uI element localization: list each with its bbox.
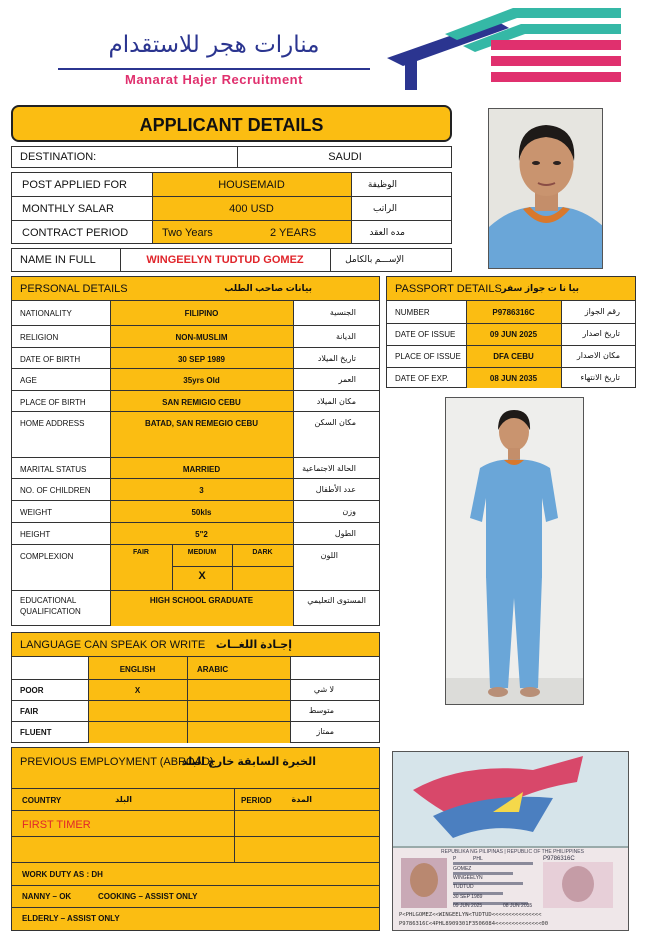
language-title-arabic: إجـادة اللغــات [215, 639, 292, 651]
job-table [11, 172, 452, 244]
passport-row-arabic: تاريخ اصدار [582, 329, 620, 338]
cooking-text: COOKING – ASSIST ONLY [98, 892, 198, 901]
passport-row-label: NUMBER [395, 308, 430, 317]
language-row-arabic: لا شي [313, 685, 334, 694]
passport-scan-number: P9786316C [543, 856, 575, 862]
passport-scan-given: WINGEELYN [453, 875, 483, 881]
personal-row-arabic: وزن [342, 507, 356, 516]
full-body-photo-icon [446, 398, 584, 705]
complexion-option-medium: MEDIUM [187, 549, 217, 556]
language-row-arabic: متوسط [308, 706, 334, 715]
passport-scan-image [392, 751, 629, 931]
passport-details-table [386, 276, 636, 388]
name-row [11, 248, 452, 272]
passport-scan-type: P [453, 856, 457, 862]
row-divider [12, 325, 379, 326]
passport-row-value: 09 JUN 2025 [489, 330, 538, 339]
personal-row-arabic: الحالة الاجتماعية [302, 464, 356, 473]
education-label-arabic: المستوى التعليمي [307, 596, 366, 605]
personal-row-arabic: العمر [338, 375, 356, 384]
personal-details-header [12, 277, 379, 301]
employment-table [11, 747, 380, 931]
language-header [12, 633, 379, 657]
personal-details-title-arabic: بيانات صاحب الطلب [224, 283, 312, 293]
personal-row-value: 50kls [191, 508, 212, 517]
employment-title-arabic: الخبرة السابقة خارج البلد [181, 756, 316, 768]
personal-row-value: FILIPINO [184, 309, 219, 318]
personal-row-value: 3 [199, 486, 204, 495]
page-title-box [11, 105, 452, 142]
elderly-text: ELDERLY – ASSIST ONLY [22, 914, 120, 923]
employment-title: PREVIOUS EMPLOYMENT (ABROAD) [20, 756, 214, 768]
name-label: NAME IN FULL [20, 254, 96, 266]
passport-row-label: DATE OF EXP. [395, 374, 449, 383]
passport-scan-middle: TUDTUD [453, 884, 474, 890]
complexion-option-fair: FAIR [133, 549, 149, 556]
post-value: HOUSEMAID [218, 179, 285, 191]
education-value: HIGH SCHOOL GRADUATE [149, 596, 254, 605]
passport-scan-exp: 08 JUN 2035 [503, 903, 533, 909]
education-label-line2: QUALIFICATION [20, 607, 81, 616]
personal-row-label: HOME ADDRESS [20, 419, 85, 428]
language-row-arabic: ممتاز [316, 727, 334, 736]
personal-row-value: 35yrs Old [183, 376, 220, 385]
language-row-label: FAIR [20, 707, 39, 716]
personal-row-arabic: الديانة [335, 332, 356, 341]
row-divider [12, 500, 379, 501]
post-label: POST APPLIED FOR [22, 179, 127, 191]
row-divider [12, 457, 379, 458]
destination-value: SAUDI [328, 151, 362, 163]
contract-value-text: Two Years [162, 227, 213, 239]
passport-row-label: DATE OF ISSUE [395, 330, 456, 339]
row-divider [387, 367, 635, 368]
passport-row-value: DFA CEBU [493, 352, 534, 361]
contract-label: CONTRACT PERIOD [22, 227, 129, 239]
passport-row-arabic: مكان الاصدار [576, 351, 620, 360]
row-divider [12, 368, 379, 369]
passport-details-title: PASSPORT DETAILS [395, 283, 502, 295]
applicant-full-body-photo [445, 397, 584, 705]
passport-row-value: P9786316C [492, 308, 535, 317]
personal-row-label: NATIONALITY [20, 309, 72, 318]
post-label-arabic: الوظيفة [367, 179, 397, 189]
passport-scan-code: PHL [473, 856, 483, 862]
row-divider [387, 323, 635, 324]
passport-scan-mrz-line1: P<PHLGOMEZ<<WINGEELYN<TUDTUD<<<<<<<<<<<<<<< [399, 912, 542, 918]
language-title: LANGUAGE CAN SPEAK OR WRITE [20, 639, 206, 651]
row-divider [12, 544, 379, 545]
personal-row-value: 5"2 [195, 530, 208, 539]
passport-scan-header: REPUBLIKA NG PILIPINAS | REPUBLIC OF THE PHILIPPINES [441, 849, 584, 855]
salary-label: MONTHLY SALAR [22, 203, 114, 215]
nanny-text: NANNY – OK [22, 892, 72, 901]
salary-value: 400 USD [229, 203, 274, 215]
personal-row-value: MARRIED [182, 465, 221, 474]
complexion-mark: X [198, 570, 206, 582]
personal-row-arabic: الطول [334, 529, 356, 538]
personal-row-value: NON-MUSLIM [175, 333, 228, 342]
row-divider [12, 522, 379, 523]
passport-scan-issue: 09 JUN 2025 [453, 903, 483, 909]
page-title: APPLICANT DETAILS [139, 115, 324, 135]
personal-row-label: AGE [20, 376, 37, 385]
row-divider [387, 345, 635, 346]
personal-row-arabic: مكان السكن [314, 418, 356, 427]
language-table [11, 632, 380, 743]
passport-details-title-arabic: بيا نا ت جواز سفر [501, 283, 579, 293]
contract-value-years: 2 YEARS [270, 227, 317, 239]
passport-row-arabic: رقم الجواز [584, 307, 620, 316]
employment-country-label: COUNTRY [22, 796, 62, 805]
house-logo-icon [385, 6, 625, 92]
personal-row-arabic: الجنسية [329, 308, 356, 317]
row-divider [12, 390, 379, 391]
row-divider [12, 590, 379, 591]
personal-details-title: PERSONAL DETAILS [20, 283, 128, 295]
employment-country-label-arabic: البلد [115, 795, 132, 804]
personal-row-label: NO. OF CHILDREN [20, 486, 91, 495]
personal-row-arabic: عدد الأطفال [315, 485, 356, 494]
name-label-arabic: الإســـم بالكامل [345, 254, 404, 264]
personal-row-label: MARITAL STATUS [20, 465, 87, 474]
passport-row-arabic: تاريخ الانتهاء [580, 373, 620, 382]
personal-row-value: BATAD, SAN REMEGIO CEBU [144, 419, 259, 428]
portrait-photo-icon [489, 109, 603, 269]
complexion-option-dark: DARK [252, 549, 273, 556]
passport-row-value: 08 JUN 2035 [489, 374, 538, 383]
passport-scan-surname: GOMEZ [453, 866, 472, 872]
work-duty-text: WORK DUTY AS : DH [22, 870, 103, 879]
personal-row-label: HEIGHT [20, 530, 51, 539]
row-divider [12, 411, 379, 412]
personal-row-arabic: مكان الميلاد [316, 397, 356, 406]
row-divider [172, 566, 293, 567]
education-label-line1: EDUCATIONAL [20, 596, 77, 605]
language-col-arabic: ARABIC [197, 665, 229, 674]
company-name-english: Manarat Hajer Recruitment [125, 72, 303, 87]
company-name-arabic: منارات هجر للاستقدام [108, 32, 320, 58]
destination-label: DESTINATION: [20, 151, 97, 163]
passport-scan-dob: 30 SEP 1989 [453, 894, 483, 900]
complexion-label-arabic: اللون [320, 551, 338, 560]
salary-label-arabic: الراتب [372, 203, 397, 213]
contract-label-arabic: مده العقد [369, 227, 405, 237]
applicant-portrait [488, 108, 603, 269]
passport-row-label: PLACE OF ISSUE [395, 352, 461, 361]
personal-row-value: 30 SEP 1989 [177, 355, 225, 364]
name-value: WINGEELYN TUDTUD GOMEZ [146, 254, 304, 266]
language-row-label: FLUENT [20, 728, 52, 737]
personal-details-table [11, 276, 380, 626]
personal-row-label: PLACE OF BIRTH [20, 398, 86, 407]
language-english-mark: X [134, 686, 141, 695]
personal-row-label: DATE OF BIRTH [20, 355, 81, 364]
language-row-label: POOR [20, 686, 44, 695]
personal-row-arabic: تاريخ الميلاد [317, 354, 356, 363]
row-divider [12, 478, 379, 479]
personal-row-label: WEIGHT [20, 508, 52, 517]
row-divider [12, 347, 379, 348]
employment-period-label-arabic: المدة [291, 795, 312, 804]
destination-row [11, 146, 452, 168]
first-timer-text: FIRST TIMER [22, 819, 91, 831]
complexion-label: COMPLEXION [20, 552, 74, 561]
personal-row-label: RELIGION [20, 333, 59, 342]
language-col-english: ENGLISH [119, 665, 156, 674]
passport-scan-mrz-line2: P9786316C<4PHL8909301F3506084<<<<<<<<<<<<<<00 [399, 921, 549, 927]
personal-row-value: SAN REMIGIO CEBU [162, 398, 241, 407]
logo-divider [58, 68, 370, 70]
passport-details-header [387, 277, 635, 301]
employment-period-label: PERIOD [241, 796, 272, 805]
